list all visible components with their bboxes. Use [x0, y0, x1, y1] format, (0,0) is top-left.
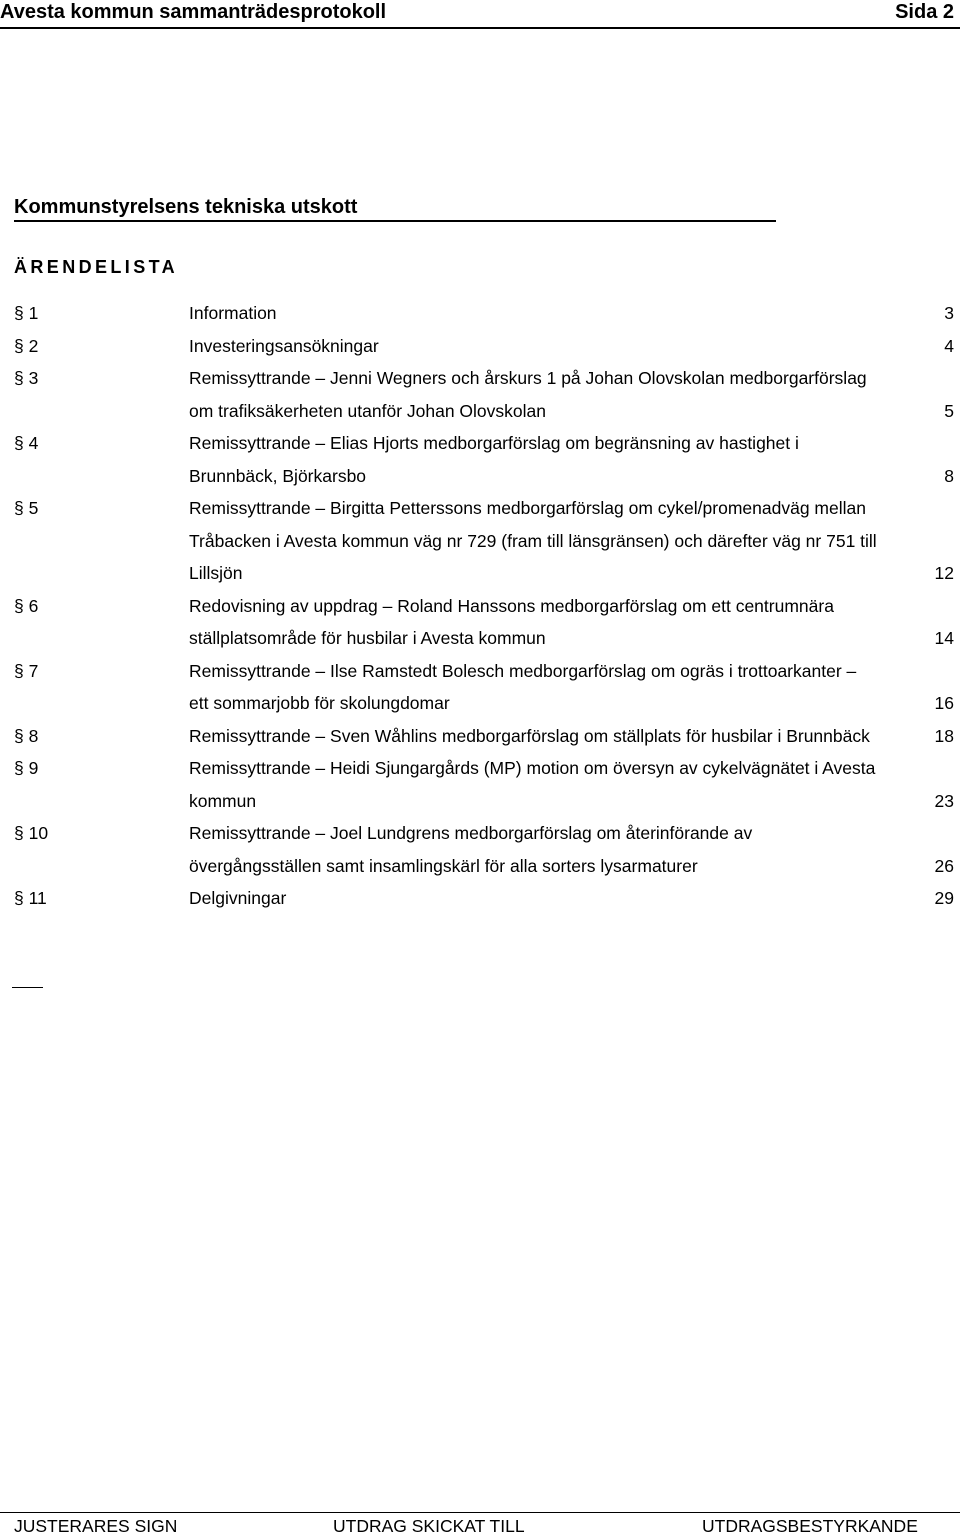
list-heading: ÄRENDELISTA	[14, 257, 179, 277]
item-number: § 5	[14, 498, 39, 518]
item-number: § 9	[14, 758, 39, 778]
item-number: § 11	[14, 888, 47, 908]
item-description: Remissyttrande – Jenni Wegners och årskurs 1 på Johan Olovskolan medborgarförslag om trafiksäkerheten utanför Johan Olovskolan	[189, 368, 867, 421]
item-description: Delgivningar	[189, 888, 287, 908]
item-number: § 10	[14, 823, 49, 843]
item-description: Remissyttrande – Joel Lundgrens medborgarförslag om återinförande av övergångsställen samt insamlingskärl för alla sorters lysarmaturer	[189, 823, 753, 876]
item-page: 29	[934, 888, 954, 908]
item-description: Remissyttrande – Elias Hjorts medborgarförslag om begränsning av hastighet i Brunnbäck, Björkarsbo	[189, 433, 799, 486]
page-number: Sida 2	[895, 1, 954, 23]
agenda-item	[0, 655, 960, 720]
item-description: Remissyttrande – Birgitta Petterssons medborgarförslag om cykel/promenadväg mellan Tråbacken i Avesta kommun väg nr 729 (fram till länsgränsen) och därefter väg nr 751 till Lillsjön	[189, 498, 877, 583]
agenda-item	[0, 330, 960, 363]
agenda-item	[0, 720, 960, 753]
page-footer	[0, 1512, 960, 1537]
item-description: Remissyttrande – Heidi Sjungargårds (MP) motion om översyn av cykelvägnätet i Avesta kommun	[189, 758, 876, 811]
agenda-item	[0, 492, 960, 590]
item-number: § 8	[14, 725, 39, 746]
item-number: § 7	[14, 660, 39, 681]
footnote-rule	[12, 987, 43, 988]
item-page: 14	[934, 628, 954, 648]
footer-certification-label: UTDRAGSBESTYRKANDE	[702, 1516, 918, 1536]
item-description: Investeringsansökningar	[189, 335, 379, 356]
footer-signature-label: JUSTERARES SIGN	[14, 1516, 178, 1536]
agenda-list	[0, 297, 960, 915]
item-page: 26	[934, 855, 954, 876]
item-page: 4	[944, 335, 954, 356]
agenda-item	[0, 882, 960, 915]
item-page: 5	[944, 400, 954, 421]
item-description: Remissyttrande – Ilse Ramstedt Bolesch medborgarförslag om ogräs i trottoarkanter – ett sommarjobb för skolungdomar	[189, 660, 857, 713]
item-description: Redovisning av uppdrag – Roland Hanssons medborgarförslag om ett centrumnära ställplatsområde för husbilar i Avesta kommun	[189, 595, 834, 648]
agenda-item	[0, 752, 960, 817]
item-number: § 1	[14, 303, 39, 323]
item-page: 16	[934, 693, 954, 713]
item-number: § 3	[14, 368, 39, 388]
item-page: 18	[934, 725, 954, 746]
agenda-item	[0, 297, 960, 330]
agenda-item	[0, 590, 960, 655]
agenda-item	[0, 427, 960, 492]
item-number: § 6	[14, 595, 39, 616]
item-page: 12	[934, 563, 954, 583]
item-number: § 4	[14, 433, 39, 453]
item-page: 8	[944, 465, 954, 486]
item-page: 23	[934, 790, 954, 811]
item-page: 3	[944, 303, 954, 323]
committee-title: Kommunstyrelsens tekniska utskott	[14, 196, 358, 218]
document-title: Avesta kommun sammanträdesprotokoll	[0, 1, 387, 23]
item-description: Remissyttrande – Sven Wåhlins medborgarförslag om ställplats för husbilar i Brunnbäck	[189, 725, 870, 746]
item-number: § 2	[14, 335, 39, 356]
footer-sent-to-label: UTDRAG SKICKAT TILL	[333, 1516, 525, 1536]
page-header	[0, 0, 960, 29]
committee-underline	[14, 220, 776, 222]
item-description: Information	[189, 303, 277, 323]
agenda-item	[0, 362, 960, 427]
agenda-item	[0, 817, 960, 882]
